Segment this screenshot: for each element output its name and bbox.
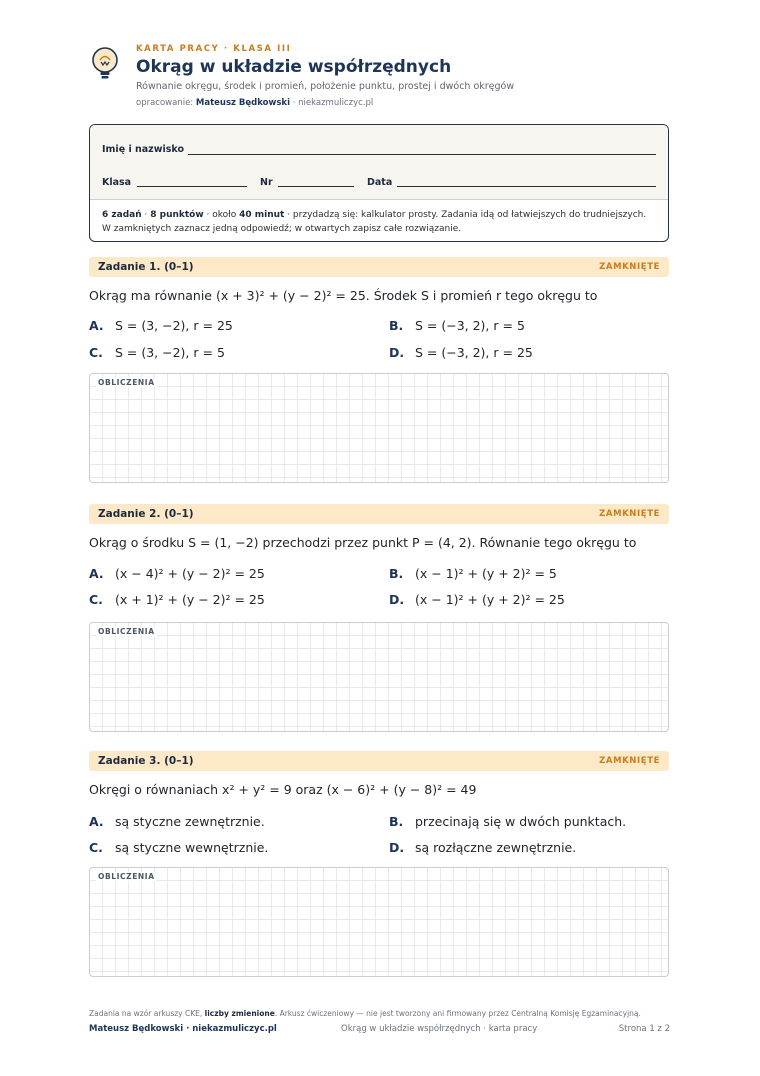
task-1 [89, 257, 669, 387]
option-text: S = (−3, 2), r = 5 [415, 318, 525, 333]
answer-option-c[interactable] [89, 345, 225, 360]
number-field[interactable] [278, 186, 354, 187]
task-count: 6 zadań [102, 210, 142, 220]
page-title: Okrąg w układzie współrzędnych [136, 57, 452, 77]
lightbulb-icon [90, 46, 120, 80]
calculation-label: OBLICZENIA [98, 627, 155, 636]
date-label: Data [367, 177, 393, 188]
calculation-area[interactable] [89, 867, 669, 977]
calculation-label: OBLICZENIA [98, 872, 155, 881]
intro-note [102, 208, 657, 236]
option-letter: D. [389, 345, 405, 360]
name-label: Imię i nazwisko [102, 144, 184, 155]
credit-line [136, 98, 373, 108]
task-type-badge: ZAMKNIĘTE [599, 509, 660, 519]
task-3 [89, 751, 669, 881]
eyebrow-label: KARTA PRACY · KLASA III [136, 44, 292, 54]
page-number: Strona 1 z 2 [618, 1024, 670, 1034]
time-estimate: 40 minut [239, 210, 285, 220]
answer-option-d[interactable] [389, 840, 576, 855]
answer-option-c[interactable] [89, 592, 265, 607]
option-text: S = (−3, 2), r = 25 [415, 345, 533, 360]
calculation-label: OBLICZENIA [98, 378, 155, 387]
task-header [89, 504, 669, 524]
option-letter: D. [389, 840, 405, 855]
option-letter: A. [89, 318, 104, 333]
option-letter: A. [89, 814, 104, 829]
header [90, 40, 670, 120]
task-2 [89, 504, 669, 636]
task-header [89, 257, 669, 277]
task-title: Zadanie 3. (0–1) [98, 755, 194, 767]
task-type-badge: ZAMKNIĘTE [599, 756, 660, 766]
option-text: są rozłączne zewnętrznie. [415, 840, 577, 855]
class-label: Klasa [102, 177, 132, 188]
task-question: Okrąg ma równanie (x + 3)² + (y − 2)² = 25. Środek S i promień r tego okręgu to [89, 288, 598, 303]
disclaimer-emphasis: liczby zmienione [204, 1009, 275, 1018]
option-text: (x − 4)² + (y − 2)² = 25 [115, 566, 265, 581]
answer-option-b[interactable] [389, 566, 557, 581]
option-letter: C. [89, 345, 103, 360]
option-letter: B. [389, 318, 404, 333]
task-title: Zadanie 2. (0–1) [98, 508, 194, 520]
option-text: są styczne wewnętrznie. [115, 840, 269, 855]
calculation-area[interactable] [89, 622, 669, 732]
task-title: Zadanie 1. (0–1) [98, 261, 194, 273]
option-letter: B. [389, 814, 404, 829]
student-form [90, 125, 668, 200]
answer-option-d[interactable] [389, 345, 533, 360]
intro-rest: · przydadzą się: kalkulator prosty. Zadania idą od łatwiejszych do trudniejszych. W zamkniętych zaznacz jedną odpowiedź; w otwartych zapisz całe rozwiązanie. [102, 210, 647, 234]
answer-option-a[interactable] [89, 318, 233, 333]
option-letter: A. [89, 566, 104, 581]
task-header [89, 751, 669, 771]
answer-option-d[interactable] [389, 592, 565, 607]
task-question: Okręgi o równaniach x² + y² = 9 oraz (x − 6)² + (y − 8)² = 49 [89, 782, 477, 797]
date-field[interactable] [397, 186, 656, 187]
footer-title: Okrąg w układzie współrzędnych · karta pracy [341, 1024, 538, 1034]
calculation-area[interactable] [89, 373, 669, 483]
answer-option-b[interactable] [389, 814, 626, 829]
option-text: S = (3, −2), r = 5 [115, 345, 225, 360]
option-text: S = (3, −2), r = 25 [115, 318, 233, 333]
intro-separator: · [141, 210, 151, 220]
credit-author: Mateusz Będkowski [195, 98, 291, 108]
option-letter: C. [89, 840, 103, 855]
class-field[interactable] [137, 186, 247, 187]
page-subtitle: Równanie okręgu, środek i promień, położenie punktu, prostej i dwóch okręgów [136, 81, 515, 92]
option-text: są styczne zewnętrznie. [115, 814, 265, 829]
footer-disclaimer [89, 1009, 641, 1018]
option-text: (x − 1)² + (y + 2)² = 5 [415, 566, 557, 581]
number-label: Nr [260, 177, 273, 188]
name-field[interactable] [188, 154, 656, 155]
credit-site: · niekazmuliczyc.pl [290, 98, 374, 108]
option-text: przecinają się w dwóch punktach. [415, 814, 627, 829]
answer-option-a[interactable] [89, 814, 265, 829]
point-count: 8 punktów [150, 210, 204, 220]
answer-option-c[interactable] [89, 840, 268, 855]
intro-about: · około [203, 210, 240, 220]
option-text: (x − 1)² + (y + 2)² = 25 [415, 592, 565, 607]
disclaimer-prefix: Zadania na wzór arkuszy CKE, [89, 1009, 205, 1018]
option-text: (x + 1)² + (y − 2)² = 25 [115, 592, 265, 607]
option-letter: B. [389, 566, 404, 581]
footer-author: Mateusz Będkowski · niekazmuliczyc.pl [89, 1024, 277, 1034]
answer-option-a[interactable] [89, 566, 265, 581]
option-letter: C. [89, 592, 103, 607]
task-question: Okrąg o środku S = (1, −2) przechodzi przez punkt P = (4, 2). Równanie tego okręgu to [89, 535, 637, 550]
credit-prefix: opracowanie: [136, 98, 196, 108]
disclaimer-rest: . Arkusz ćwiczeniowy — nie jest tworzony ani firmowany przez Centralną Komisję Egzaminacyjną. [274, 1009, 641, 1018]
task-type-badge: ZAMKNIĘTE [599, 262, 660, 272]
student-info-box [89, 124, 669, 242]
option-letter: D. [389, 592, 405, 607]
answer-option-b[interactable] [389, 318, 525, 333]
